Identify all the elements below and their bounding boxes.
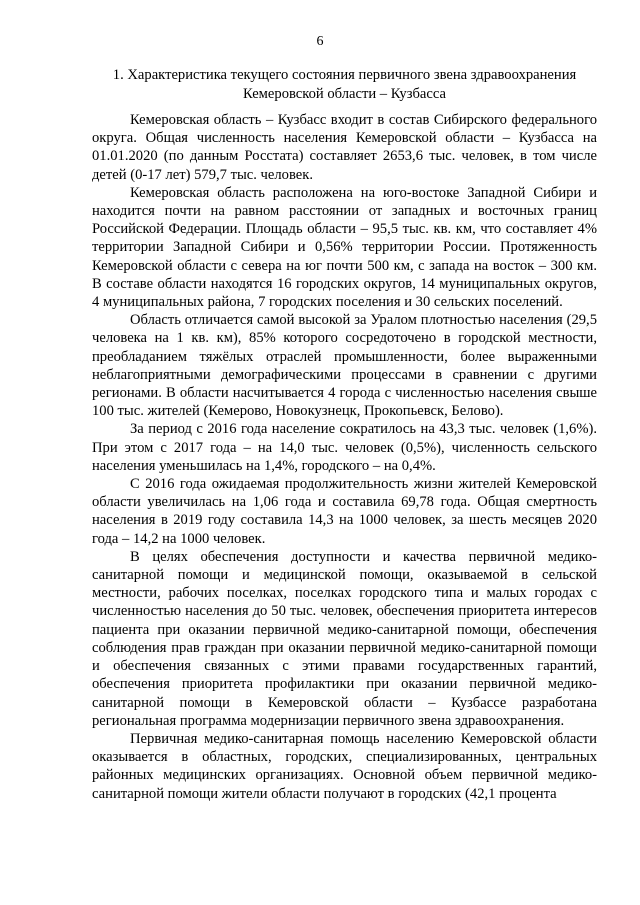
paragraph-geography: Кемеровская область расположена на юго-востоке Западной Сибири и находится почти на равном расстоянии от западных и восточных границ Российской Федерации. Площадь области – 95,5 тыс. кв. км, что составляет 4% территории Западной Сибири и 0,56% территории России. Протяженность Кемеровской области с севера на юг почти 500 км, с запада на восток – 300 км. В составе области находятся 16 городских округов, 14 муниципальных округов, 4 муниципальных района, 7 городских поселения и 30 сельских поселений. xyxy=(92,184,597,311)
paragraph-life-expectancy: С 2016 года ожидаемая продолжительность жизни жителей Кемеровской области увеличилась на 1,06 года и составила 69,78 года. Общая смертность населения в 2019 году составила 14,3 на 1000 человек, за шесть месяцев 2020 года – 14,2 на 1000 человек. xyxy=(92,476,597,547)
paragraph-program-goals: В целях обеспечения доступности и качества первичной медико-санитарной помощи и медицинской помощи, оказываемой в сельской местности, рабочих поселках, поселках городского типа и малых городах с численностью населения до 50 тыс. человек, обеспечения приоритета интересов пациента при оказании первичной медико-санитарной помощи, обеспечения соблюдения прав граждан при оказании первичной медико-санитарной помощи и обеспечения связанных с этими правами государственных гарантий, обеспечения приоритета профилактики при оказании первичной медико-санитарной помощи в Кемеровской области – Кузбассе разработана региональная программа модернизации первичного звена здравоохранения. xyxy=(92,548,597,729)
paragraph-primary-care: Первичная медико-санитарная помощь населению Кемеровской области оказывается в областных, городских, специализированных, центральных районных медицинских организациях. Основной объем первичной медико-санитарной помощи жители области получают в городских (42,1 процента xyxy=(92,730,597,802)
section-heading-line-2: Кемеровской области – Кузбасса xyxy=(243,85,446,102)
section-heading-line-1: 1. Характеристика текущего состояния первичного звена здравоохранения xyxy=(112,67,577,83)
paragraph-population-change: За период с 2016 года население сократилось на 43,3 тыс. человек (1,6%). При этом с 2017 года – на 14,0 тыс. человек (0,5%), численность сельского населения уменьшилась на 1,4%, городского – на 0,4%. xyxy=(92,421,597,474)
body-text xyxy=(92,111,597,803)
section-heading xyxy=(92,66,597,103)
paragraph-population: Кемеровская область – Кузбасс входит в состав Сибирского федерального округа. Общая численность населения Кемеровской области – Кузбасса на 01.01.2020 (по данным Росстата) составляет 2653,6 тыс. человек, в том числе детей (0-17 лет) 579,7 тыс. человек. xyxy=(92,112,597,183)
page-number: 6 xyxy=(316,34,324,49)
paragraph-density: Область отличается самой высокой за Уралом плотностью населения (29,5 человека на 1 кв. км), 85% которого сосредоточено в городской местности, преобладанием тяжёлых отраслей промышленности, более выраженными неблагоприятными демографическими процессами в сравнении с другими регионами. В области насчитывается 4 города с численностью населения свыше 100 тыс. жителей (Кемерово, Новокузнецк, Прокопьевск, Белово). xyxy=(92,312,597,420)
